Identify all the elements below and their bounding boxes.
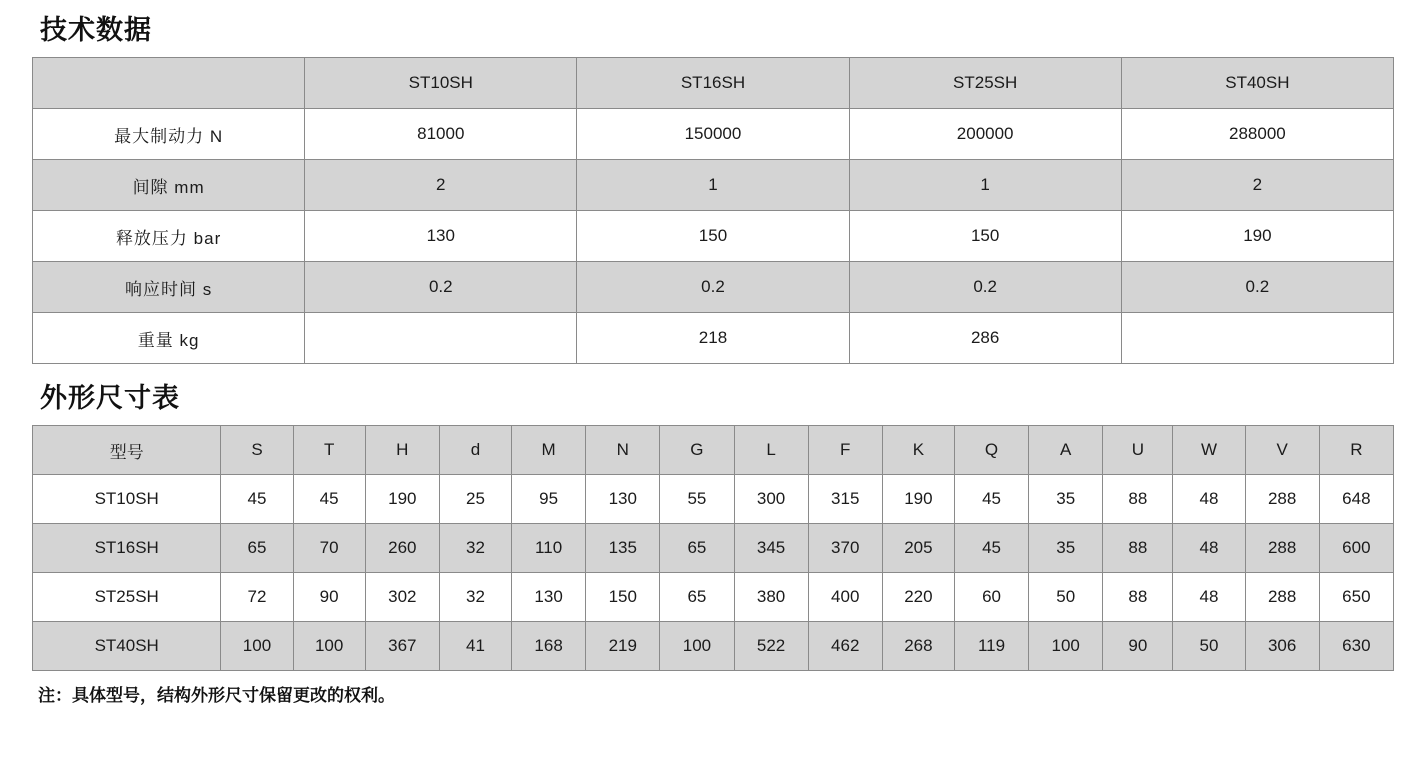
table-cell: 65 — [660, 573, 734, 622]
table-cell: 300 — [734, 475, 808, 524]
table-cell: 0.2 — [577, 262, 849, 313]
table-cell: 32 — [439, 524, 511, 573]
table-header-cell: U — [1103, 426, 1173, 475]
table-cell: 45 — [221, 475, 293, 524]
table-cell: 130 — [512, 573, 586, 622]
table-cell: 2 — [1121, 160, 1393, 211]
row-label: 响应时间 s — [33, 262, 305, 313]
table-cell: 90 — [1103, 622, 1173, 671]
table-cell: 130 — [305, 211, 577, 262]
table-cell: 288 — [1245, 475, 1319, 524]
table-cell: 100 — [1029, 622, 1103, 671]
table-header-cell: Q — [954, 426, 1028, 475]
table-cell: 205 — [882, 524, 954, 573]
table-cell: 306 — [1245, 622, 1319, 671]
table-cell: 135 — [586, 524, 660, 573]
table-cell: 81000 — [305, 109, 577, 160]
table-row — [33, 109, 1394, 160]
table-header-cell: d — [439, 426, 511, 475]
table-cell: 200000 — [849, 109, 1121, 160]
table-row — [33, 524, 1394, 573]
footer-note: 注：具体型号，结构外形尺寸保留更改的权利。 — [38, 686, 395, 706]
page-title-tech: 技术数据 — [40, 15, 152, 46]
table-header-cell: ST25SH — [849, 58, 1121, 109]
table-header-row — [33, 58, 1394, 109]
table-cell: 0.2 — [305, 262, 577, 313]
table-cell: 70 — [293, 524, 365, 573]
table-cell: 130 — [586, 475, 660, 524]
table-cell: 288 — [1245, 524, 1319, 573]
table-cell: 260 — [365, 524, 439, 573]
table-cell: 288000 — [1121, 109, 1393, 160]
table-cell: 88 — [1103, 524, 1173, 573]
table-cell: 345 — [734, 524, 808, 573]
table-cell: 119 — [954, 622, 1028, 671]
table-header-cell: S — [221, 426, 293, 475]
table-cell: 190 — [365, 475, 439, 524]
table-header-cell: ST16SH — [577, 58, 849, 109]
row-label: ST16SH — [33, 524, 221, 573]
table-cell: 168 — [512, 622, 586, 671]
table-cell: 48 — [1173, 475, 1245, 524]
table-cell: 45 — [954, 524, 1028, 573]
row-label: 释放压力 bar — [33, 211, 305, 262]
table-cell: 220 — [882, 573, 954, 622]
table-cell: 48 — [1173, 524, 1245, 573]
table-cell: 462 — [808, 622, 882, 671]
table-cell: 95 — [512, 475, 586, 524]
table-cell: 100 — [660, 622, 734, 671]
table-cell: 60 — [954, 573, 1028, 622]
table-header-cell: 型号 — [33, 426, 221, 475]
table-row — [33, 160, 1394, 211]
table-row — [33, 262, 1394, 313]
table-cell: 90 — [293, 573, 365, 622]
table-cell: 150000 — [577, 109, 849, 160]
table-cell: 35 — [1029, 524, 1103, 573]
table-cell: 48 — [1173, 573, 1245, 622]
table-header-cell: N — [586, 426, 660, 475]
table-cell: 218 — [577, 313, 849, 364]
table-cell: 150 — [849, 211, 1121, 262]
table-cell: 190 — [1121, 211, 1393, 262]
table-cell: 0.2 — [849, 262, 1121, 313]
table-cell: 32 — [439, 573, 511, 622]
table-cell — [1121, 313, 1393, 364]
table-row — [33, 475, 1394, 524]
table-header-cell: ST40SH — [1121, 58, 1393, 109]
table-header-row — [33, 426, 1394, 475]
table-header-cell: W — [1173, 426, 1245, 475]
table-header-cell: R — [1319, 426, 1393, 475]
table-cell: 302 — [365, 573, 439, 622]
table-cell: 55 — [660, 475, 734, 524]
table-header-cell: M — [512, 426, 586, 475]
table-header-cell: T — [293, 426, 365, 475]
table-cell: 45 — [954, 475, 1028, 524]
row-label: 最大制动力 N — [33, 109, 305, 160]
table-cell: 400 — [808, 573, 882, 622]
page-title-dims: 外形尺寸表 — [40, 383, 180, 414]
table-cell: 367 — [365, 622, 439, 671]
dimensions-table — [32, 425, 1394, 671]
table-cell: 190 — [882, 475, 954, 524]
row-label: 重量 kg — [33, 313, 305, 364]
table-row — [33, 622, 1394, 671]
table-cell: 50 — [1029, 573, 1103, 622]
table-row — [33, 573, 1394, 622]
table-cell: 2 — [305, 160, 577, 211]
table-cell: 315 — [808, 475, 882, 524]
table-cell: 286 — [849, 313, 1121, 364]
table-cell: 88 — [1103, 573, 1173, 622]
table-cell — [305, 313, 577, 364]
table-cell: 648 — [1319, 475, 1393, 524]
table-cell: 45 — [293, 475, 365, 524]
table-cell: 25 — [439, 475, 511, 524]
table-header-cell: ST10SH — [305, 58, 577, 109]
table-cell: 50 — [1173, 622, 1245, 671]
row-label: ST40SH — [33, 622, 221, 671]
table-cell: 370 — [808, 524, 882, 573]
row-label: ST10SH — [33, 475, 221, 524]
table-cell: 100 — [293, 622, 365, 671]
table-cell: 110 — [512, 524, 586, 573]
table-cell: 100 — [221, 622, 293, 671]
table-cell: 150 — [577, 211, 849, 262]
table-header-cell: A — [1029, 426, 1103, 475]
table-cell: 522 — [734, 622, 808, 671]
table-cell: 65 — [221, 524, 293, 573]
table-cell: 150 — [586, 573, 660, 622]
table-cell: 650 — [1319, 573, 1393, 622]
table-header-cell: L — [734, 426, 808, 475]
table-header-cell: V — [1245, 426, 1319, 475]
table-cell: 72 — [221, 573, 293, 622]
table-cell: 0.2 — [1121, 262, 1393, 313]
table-cell: 380 — [734, 573, 808, 622]
table-cell: 268 — [882, 622, 954, 671]
table-cell: 219 — [586, 622, 660, 671]
table-header-cell: G — [660, 426, 734, 475]
table-header-cell: K — [882, 426, 954, 475]
table-header-cell: F — [808, 426, 882, 475]
table-header-cell — [33, 58, 305, 109]
table-header-cell: H — [365, 426, 439, 475]
table-cell: 1 — [849, 160, 1121, 211]
table-cell: 1 — [577, 160, 849, 211]
technical-data-table — [32, 57, 1394, 364]
table-cell: 35 — [1029, 475, 1103, 524]
table-cell: 600 — [1319, 524, 1393, 573]
table-cell: 65 — [660, 524, 734, 573]
row-label: ST25SH — [33, 573, 221, 622]
table-cell: 288 — [1245, 573, 1319, 622]
row-label: 间隙 mm — [33, 160, 305, 211]
table-cell: 41 — [439, 622, 511, 671]
table-cell: 88 — [1103, 475, 1173, 524]
table-row — [33, 313, 1394, 364]
table-cell: 630 — [1319, 622, 1393, 671]
table-row — [33, 211, 1394, 262]
